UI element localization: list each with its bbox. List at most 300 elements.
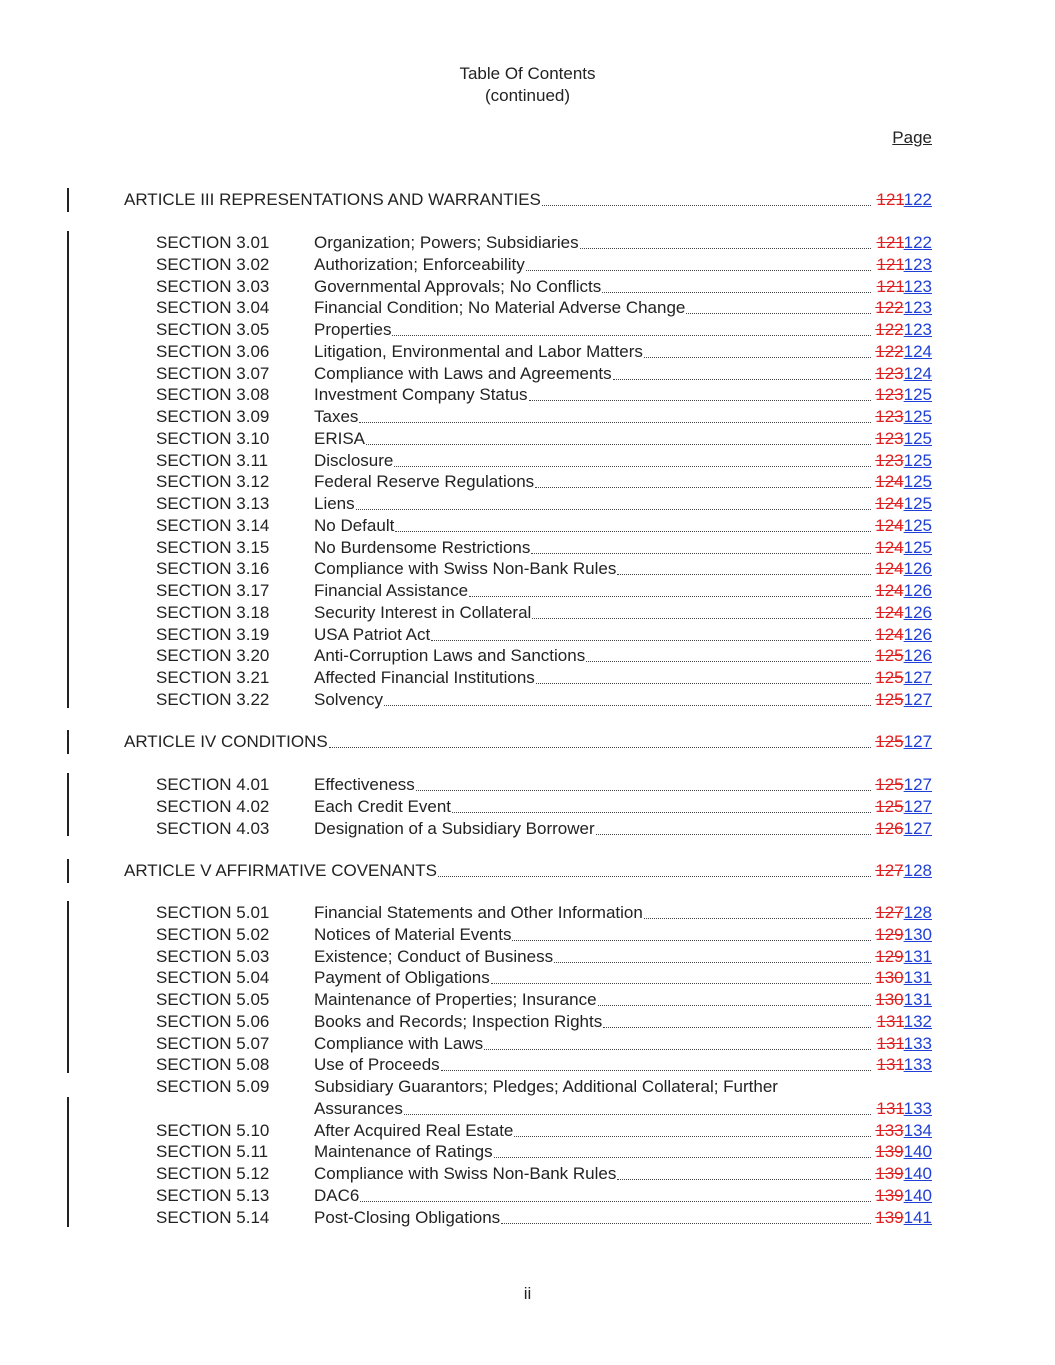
inserted-page-number[interactable]: 123 [903,320,932,339]
section-number: SECTION 3.15 [156,537,270,557]
toc-subtitle: (continued) [484,86,571,105]
dot-leader [526,254,871,271]
deleted-page-number: 139 [875,1207,904,1227]
section-title: Subsidiary Guarantors; Pledges; Additional Collateral; Further [314,1077,778,1096]
dot-leader [529,384,871,401]
dot-leader [404,1098,871,1115]
deleted-page-number: 125 [875,668,904,687]
page-ref[interactable] [877,1098,932,1120]
dot-leader [494,1141,871,1158]
inserted-page-number[interactable]: 127 [903,796,932,816]
section-title: Notices of Material Events [314,924,512,944]
deleted-page-number: 121 [876,233,904,252]
page-ref[interactable] [877,254,932,276]
section-number: SECTION 5.02 [156,924,270,944]
toc-section-entry[interactable] [0,624,1055,646]
page-ref[interactable] [875,689,932,711]
toc-section-entry[interactable] [0,924,1055,946]
toc-section-entry[interactable] [0,1054,1055,1076]
inserted-page-number[interactable]: 125 [903,428,932,448]
deleted-page-number: 124 [875,559,904,579]
deleted-page-number: 133 [875,1120,904,1140]
section-number: SECTION 5.04 [156,968,270,988]
dot-leader [531,537,871,554]
inserted-page-number[interactable]: 128 [903,861,932,880]
toc-section-entry[interactable] [0,406,1055,428]
deleted-page-number: 123 [875,385,904,405]
deleted-page-number: 122 [875,341,904,361]
page-number: ii [523,1284,532,1303]
deleted-page-number: 124 [875,602,904,622]
deleted-page-number: 123 [875,428,904,448]
section-number: SECTION 4.03 [156,818,270,838]
page-ref[interactable] [875,558,932,580]
section-number: SECTION 5.11 [156,1142,269,1162]
inserted-page-number[interactable]: 131 [903,968,932,988]
section-title: Maintenance of Properties; Insurance [314,990,597,1009]
page-ref[interactable] [875,341,932,363]
inserted-page-number[interactable]: 127 [903,775,932,794]
dot-leader [644,341,871,358]
section-number: SECTION 5.08 [156,1055,270,1075]
toc-section-entry-continued[interactable] [0,1098,1055,1120]
section-number: SECTION 3.17 [156,581,270,600]
toc-section-entry[interactable] [0,689,1055,711]
toc-section-entry[interactable] [0,450,1055,472]
deleted-page-number: 127 [875,861,904,880]
dot-leader [395,515,871,532]
deleted-page-number: 130 [875,968,904,988]
deleted-page-number: 125 [875,775,904,794]
deleted-page-number: 125 [875,796,904,816]
toc-section-entry[interactable] [0,796,1055,818]
deleted-page-number: 131 [876,1055,904,1075]
page-ref[interactable] [875,818,932,840]
deleted-page-number: 139 [875,1164,904,1183]
toc-section-entry[interactable] [0,602,1055,624]
toc-section-entry[interactable] [0,428,1055,450]
toc-section-entry[interactable] [0,384,1055,406]
page-ref[interactable] [875,924,932,946]
inserted-page-number[interactable]: 126 [903,559,932,579]
inserted-page-number[interactable]: 141 [903,1207,932,1227]
section-title: Designation of a Subsidiary Borrower [314,818,595,838]
toc-section-entry[interactable] [0,276,1055,298]
section-number: SECTION 4.02 [156,796,270,816]
section-number: SECTION 3.21 [156,668,270,687]
toc-section-entry[interactable] [0,774,1055,796]
section-title: Investment Company Status [314,385,528,405]
dot-leader [613,363,871,380]
toc-section-entry[interactable] [0,1033,1055,1055]
article-title: ARTICLE IV CONDITIONS [124,732,328,751]
toc-section-entry[interactable] [0,580,1055,602]
section-title: Affected Financial Institutions [314,668,535,687]
section-title: USA Patriot Act [314,624,431,644]
page-ref[interactable] [875,902,932,924]
section-title: Financial Condition; No Material Adverse Change [314,298,686,318]
deleted-page-number: 121 [876,190,904,209]
section-title: Solvency [314,689,383,709]
inserted-page-number[interactable]: 126 [903,602,932,622]
page-ref[interactable] [875,860,932,882]
change-bar [67,773,69,836]
inserted-page-number[interactable]: 125 [903,537,932,557]
page-ref[interactable] [875,493,932,515]
deleted-page-number: 139 [875,1185,904,1205]
toc-section-entry[interactable] [0,297,1055,319]
change-bar [67,231,69,708]
section-title: Effectiveness [314,775,415,794]
section-number: SECTION 5.12 [156,1164,270,1183]
dot-leader [542,189,871,206]
change-bar [67,188,69,212]
section-number: SECTION 3.19 [156,624,270,644]
page-ref[interactable] [875,967,932,989]
deleted-page-number: 127 [875,903,904,922]
toc-heading [0,63,1055,107]
dot-leader [535,471,871,488]
page-ref[interactable] [875,796,932,818]
section-title: Anti-Corruption Laws and Sanctions [314,646,586,666]
section-number: SECTION 3.02 [156,254,270,274]
section-number: SECTION 5.09 [156,1077,270,1096]
section-number: SECTION 3.13 [156,494,270,513]
section-title: Post-Closing Obligations [314,1207,501,1227]
dot-leader [438,860,871,877]
toc-section-entry[interactable] [0,515,1055,537]
section-title: Maintenance of Ratings [314,1142,493,1162]
page-ref[interactable] [875,406,932,428]
deleted-page-number: 124 [875,581,904,600]
toc-section-entry[interactable] [0,537,1055,559]
section-number: SECTION 3.09 [156,407,270,426]
inserted-page-number[interactable]: 131 [903,990,932,1009]
toc-section-entry[interactable] [0,319,1055,341]
inserted-page-number[interactable]: 122 [903,233,932,252]
section-number: SECTION 3.20 [156,646,270,666]
inserted-page-number[interactable]: 124 [903,363,932,383]
inserted-page-number[interactable]: 140 [903,1185,932,1205]
section-title: ERISA [314,428,366,448]
section-title: Litigation, Environmental and Labor Matters [314,341,643,361]
toc-article-entry[interactable] [0,860,1055,882]
section-title: Books and Records; Inspection Rights [314,1011,603,1031]
page-column-label: Page [892,128,932,147]
inserted-page-number[interactable]: 131 [903,946,932,966]
page-ref[interactable] [877,1054,932,1076]
page-ref[interactable] [875,667,932,689]
inserted-page-number[interactable]: 125 [903,385,932,405]
page-ref[interactable] [875,428,932,450]
inserted-page-number[interactable]: 125 [903,407,932,426]
toc-section-entry[interactable] [0,254,1055,276]
deleted-page-number: 129 [875,946,904,966]
dot-leader [356,493,871,510]
page-ref[interactable] [875,731,932,753]
toc-section-entry[interactable] [0,645,1055,667]
inserted-page-number[interactable]: 127 [903,732,932,751]
dot-leader [384,689,871,706]
section-title: Liens [314,494,355,513]
section-number: SECTION 5.01 [156,903,270,922]
page-ref[interactable] [875,602,932,624]
dot-leader [394,450,871,467]
toc-section-entry[interactable] [0,1011,1055,1033]
section-number: SECTION 3.07 [156,363,270,383]
deleted-page-number: 124 [875,537,904,557]
page-ref[interactable] [875,1185,932,1207]
toc-section-entry[interactable] [0,493,1055,515]
inserted-page-number[interactable]: 130 [903,924,932,944]
inserted-page-number[interactable]: 124 [903,341,932,361]
section-title: Compliance with Laws [314,1033,484,1053]
section-title: Compliance with Swiss Non-Bank Rules [314,1164,617,1183]
inserted-page-number[interactable]: 126 [903,624,932,644]
section-number: SECTION 5.10 [156,1120,270,1140]
inserted-page-number[interactable]: 125 [903,472,932,492]
deleted-page-number: 125 [875,689,904,709]
page-ref[interactable] [875,1120,932,1142]
section-number: SECTION 3.16 [156,559,270,579]
deleted-page-number: 130 [875,990,904,1009]
inserted-page-number[interactable]: 134 [903,1120,932,1140]
inserted-page-number[interactable]: 125 [903,494,932,513]
section-number: SECTION 3.08 [156,385,270,405]
deleted-page-number: 124 [875,515,904,535]
inserted-page-number[interactable]: 123 [903,298,932,318]
toc-section-entry[interactable] [0,1163,1055,1185]
inserted-page-number[interactable]: 127 [903,818,932,838]
dot-leader [586,645,871,662]
dot-leader [554,946,871,963]
section-number: SECTION 3.11 [156,450,269,470]
toc-section-entry[interactable] [0,363,1055,385]
dot-leader [580,232,871,249]
toc-section-entry[interactable] [0,667,1055,689]
deleted-page-number: 126 [875,818,904,838]
deleted-page-number: 125 [875,646,904,666]
deleted-page-number: 124 [875,472,904,492]
page-ref[interactable] [877,276,932,298]
page-ref[interactable] [875,537,932,559]
section-title: Security Interest in Collateral [314,602,532,622]
section-number: SECTION 3.14 [156,515,270,535]
toc-section-entry[interactable] [0,471,1055,493]
inserted-page-number[interactable]: 132 [903,1011,932,1031]
page-ref[interactable] [875,450,932,472]
dot-leader [392,319,871,336]
page-ref[interactable] [875,471,932,493]
deleted-page-number: 131 [876,1098,904,1118]
toc-section-entry[interactable] [0,946,1055,968]
toc-section-entry[interactable] [0,989,1055,1011]
inserted-page-number[interactable]: 122 [903,190,932,209]
section-title: Disclosure [314,450,394,470]
deleted-page-number: 121 [876,254,904,274]
dot-leader [359,406,871,423]
inserted-page-number[interactable]: 127 [903,689,932,709]
section-number: SECTION 3.06 [156,341,270,361]
dot-leader [431,624,871,641]
dot-leader [469,580,871,597]
page-ref[interactable] [875,774,932,796]
page-ref[interactable] [877,1011,932,1033]
dot-leader [598,989,871,1006]
section-number: SECTION 5.06 [156,1011,270,1031]
section-number: SECTION 3.03 [156,276,270,296]
toc-section-entry[interactable] [0,232,1055,254]
section-number: SECTION 3.18 [156,602,270,622]
change-bar [67,859,69,883]
inserted-page-number[interactable]: 127 [903,668,932,687]
deleted-page-number: 124 [875,624,904,644]
page-ref[interactable] [875,1163,932,1185]
inserted-page-number[interactable]: 133 [903,1098,932,1118]
inserted-page-number[interactable]: 123 [903,276,932,296]
inserted-page-number[interactable]: 125 [903,450,932,470]
deleted-page-number: 122 [875,298,904,318]
dot-leader [441,1054,871,1071]
page-ref[interactable] [875,1207,932,1229]
toc-section-entry[interactable] [0,1076,1055,1098]
dot-leader [532,602,871,619]
inserted-page-number[interactable]: 140 [903,1164,932,1183]
article-title: ARTICLE V AFFIRMATIVE COVENANTS [124,861,437,880]
dot-leader [603,1011,871,1028]
inserted-page-number[interactable]: 126 [903,581,932,600]
page-ref[interactable] [877,189,932,211]
section-title: Financial Statements and Other Information [314,903,643,922]
page-ref[interactable] [875,946,932,968]
section-number: SECTION 5.13 [156,1185,270,1205]
section-title: Taxes [314,407,359,426]
toc-section-entry[interactable] [0,1207,1055,1229]
page-ref[interactable] [875,297,932,319]
inserted-page-number[interactable]: 123 [903,254,932,274]
dot-leader [514,1120,871,1137]
section-title: Each Credit Event [314,796,452,816]
page-ref[interactable] [875,624,932,646]
section-title: Compliance with Laws and Agreements [314,363,612,383]
deleted-page-number: 121 [876,276,904,296]
toc-section-entry[interactable] [0,818,1055,840]
page-ref[interactable] [875,1141,932,1163]
section-title: Compliance with Swiss Non-Bank Rules [314,559,617,579]
section-number: SECTION 3.12 [156,472,270,492]
section-number: SECTION 5.07 [156,1033,270,1053]
toc-section-entry[interactable] [0,558,1055,580]
section-number: SECTION 3.04 [156,298,270,318]
page-ref[interactable] [875,645,932,667]
section-title: DAC6 [314,1185,360,1205]
section-number: SECTION 5.05 [156,990,270,1009]
page-ref[interactable] [877,232,932,254]
section-number: SECTION 3.10 [156,428,270,448]
page-ref[interactable] [875,515,932,537]
section-title-continued: Assurances [314,1098,403,1118]
section-title: Organization; Powers; Subsidiaries [314,233,579,252]
deleted-page-number: 125 [875,732,904,751]
section-title: Existence; Conduct of Business [314,946,554,966]
toc-section-entry[interactable] [0,1120,1055,1142]
dot-leader [484,1033,871,1050]
section-number: SECTION 3.22 [156,689,270,709]
inserted-page-number[interactable]: 126 [903,646,932,666]
page-ref[interactable] [875,384,932,406]
change-bar [67,730,69,754]
dot-leader [617,558,871,575]
section-title: Use of Proceeds [314,1055,440,1075]
section-title: Federal Reserve Regulations [314,472,535,492]
deleted-page-number: 122 [875,320,904,339]
dot-leader [686,297,871,314]
toc-section-entry[interactable] [0,1141,1055,1163]
toc-section-entry[interactable] [0,1185,1055,1207]
toc-article-entry[interactable] [0,731,1055,753]
dot-leader [366,428,871,445]
dot-leader [360,1185,871,1202]
inserted-page-number[interactable]: 125 [903,515,932,535]
section-title: Payment of Obligations [314,968,490,988]
dot-leader [617,1163,871,1180]
section-title: Financial Assistance [314,581,469,600]
dot-leader [644,902,871,919]
inserted-page-number[interactable]: 140 [903,1142,932,1162]
page-ref[interactable] [875,989,932,1011]
deleted-page-number: 123 [875,407,904,426]
toc-title: Table Of Contents [459,64,596,83]
section-number: SECTION 5.14 [156,1207,270,1227]
deleted-page-number: 131 [876,1033,904,1053]
deleted-page-number: 124 [875,494,904,513]
dot-leader [596,818,871,835]
dot-leader [452,796,871,813]
toc-section-entry[interactable] [0,902,1055,924]
dot-leader [416,774,871,791]
toc-article-entry[interactable] [0,189,1055,211]
toc-section-entry[interactable] [0,341,1055,363]
deleted-page-number: 123 [875,450,904,470]
page-ref[interactable] [875,363,932,385]
page-ref[interactable] [875,319,932,341]
dot-leader [501,1207,871,1224]
section-number: SECTION 4.01 [156,775,270,794]
dot-leader [512,924,871,941]
change-bar [67,1097,69,1228]
deleted-page-number: 139 [875,1142,904,1162]
toc-section-entry[interactable] [0,967,1055,989]
section-number: SECTION 3.05 [156,320,270,339]
inserted-page-number[interactable]: 128 [903,903,932,922]
dot-leader [602,276,871,293]
article-title: ARTICLE III REPRESENTATIONS AND WARRANTIES [124,190,541,209]
inserted-page-number[interactable]: 133 [903,1033,932,1053]
deleted-page-number: 123 [875,363,904,383]
section-title: Governmental Approvals; No Conflicts [314,276,602,296]
change-bar [67,901,69,1073]
inserted-page-number[interactable]: 133 [903,1055,932,1075]
section-title: After Acquired Real Estate [314,1120,514,1140]
deleted-page-number: 131 [876,1011,904,1031]
section-title: Authorization; Enforceability [314,254,525,274]
dot-leader [536,667,871,684]
section-title: No Default [314,515,395,535]
section-number: SECTION 5.03 [156,946,270,966]
section-title: Properties [314,320,392,339]
page-ref[interactable] [877,1033,932,1055]
page-ref[interactable] [875,580,932,602]
